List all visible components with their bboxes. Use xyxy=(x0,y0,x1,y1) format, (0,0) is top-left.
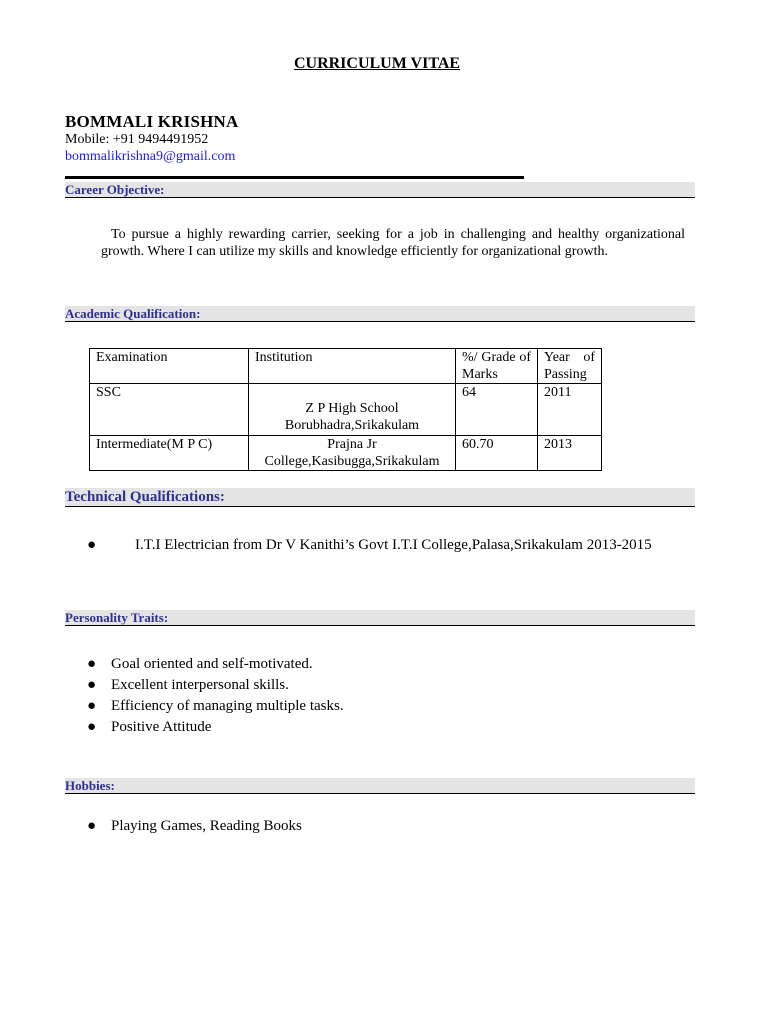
table-header-cell: Year of Passing xyxy=(538,349,602,384)
candidate-name: BOMMALI KRISHNA xyxy=(65,112,239,131)
section-header-academic: Academic Qualification: xyxy=(65,306,695,322)
table-cell: Z P High School Borubhadra,Srikakulam xyxy=(249,384,456,436)
list-item: ● Goal oriented and self-motivated. xyxy=(65,654,685,675)
bullet-icon: ● xyxy=(87,677,97,693)
table-cell: 60.70 xyxy=(456,436,538,471)
section-header-hobbies: Hobbies: xyxy=(65,778,695,794)
bullet-icon: ● xyxy=(87,698,97,714)
header-divider xyxy=(65,176,524,179)
technical-list xyxy=(65,535,685,556)
bullet-icon: ● xyxy=(87,537,97,553)
career-objective-text: To pursue a highly rewarding carrier, seeking for a job in challenging and healthy organizational growth. Where I can utilize my skills and knowledge efficiently for organizational growth. xyxy=(101,227,685,259)
table-header-cell: %/ Grade of Marks xyxy=(456,349,538,384)
list-item: ● Efficiency of managing multiple tasks. xyxy=(65,696,685,717)
table-cell: 2011 xyxy=(538,384,602,436)
section-header-personality: Personality Traits: xyxy=(65,610,695,626)
table-cell: Intermediate(M P C) xyxy=(90,436,249,471)
table-row xyxy=(90,384,602,436)
table-cell: 2013 xyxy=(538,436,602,471)
personality-list xyxy=(65,654,685,738)
table-header-row xyxy=(90,349,602,384)
list-item: ● Positive Attitude xyxy=(65,717,685,738)
list-item: ● Excellent interpersonal skills. xyxy=(65,675,685,696)
bullet-icon: ● xyxy=(87,818,97,834)
table-header-cell: Institution xyxy=(249,349,456,384)
table-cell: Prajna Jr College,Kasibugga,Srikakulam xyxy=(249,436,456,471)
hobbies-list xyxy=(65,816,685,837)
list-item: ● I.T.I Electrician from Dr V Kanithi’s Govt I.T.I College,Palasa,Srikakulam 2013-2015 xyxy=(65,535,685,556)
table-header-cell: Examination xyxy=(90,349,249,384)
list-item: ● Playing Games, Reading Books xyxy=(65,816,685,837)
section-header-career-objective: Career Objective: xyxy=(65,182,695,198)
mobile-number: Mobile: +91 9494491952 xyxy=(65,132,209,147)
email-link[interactable]: bommalikrishna9@gmail.com xyxy=(65,149,236,164)
bullet-icon: ● xyxy=(87,719,97,735)
bullet-icon: ● xyxy=(87,656,97,672)
section-header-technical: Technical Qualifications: xyxy=(65,488,695,507)
academic-table xyxy=(89,348,602,471)
table-row xyxy=(90,436,602,471)
table-cell: 64 xyxy=(456,384,538,436)
table-cell: SSC xyxy=(90,384,249,436)
document-title: CURRICULUM VITAE xyxy=(293,55,461,72)
